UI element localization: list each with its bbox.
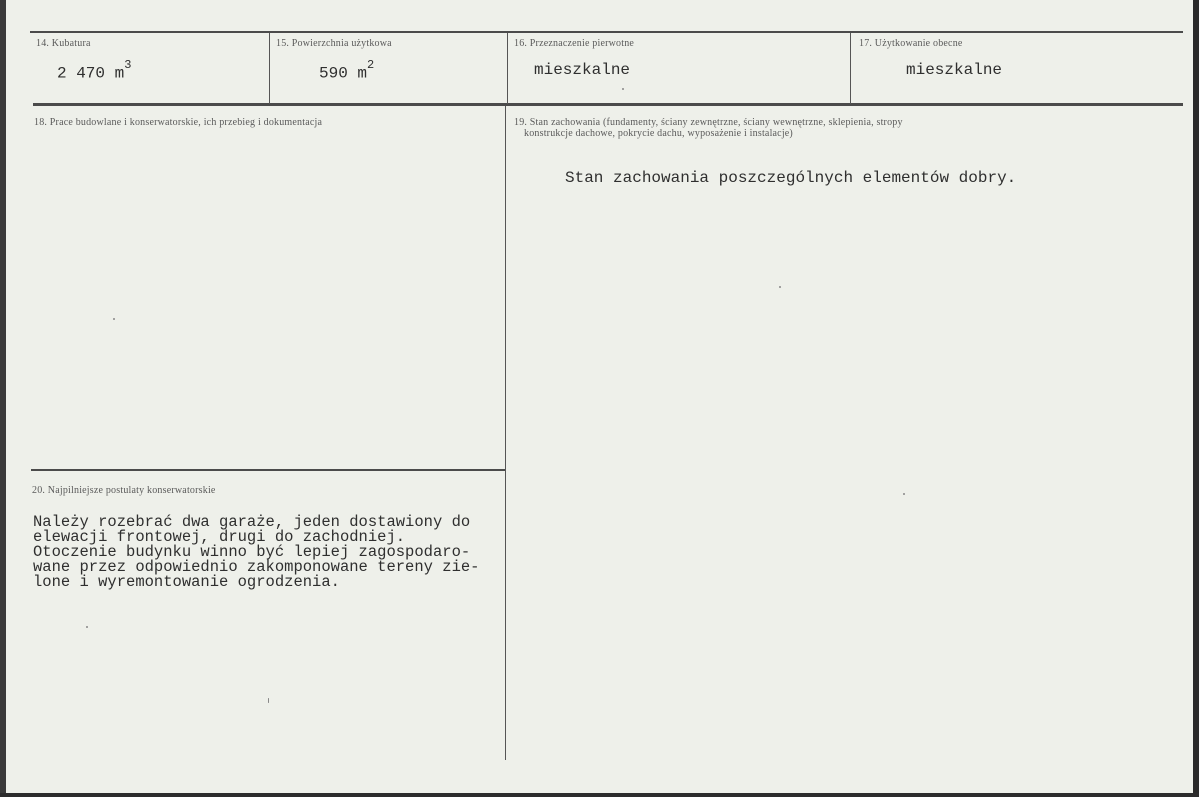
field-19-value: Stan zachowania poszczególnych elementów dobry. bbox=[565, 169, 1017, 187]
field-16-label: 16. Przeznaczenie pierwotne bbox=[514, 38, 635, 49]
field-17-label: 17. Użytkowanie obecne bbox=[859, 38, 963, 49]
scan-edge-left bbox=[0, 0, 6, 797]
scan-speck bbox=[113, 318, 115, 320]
divider-main bbox=[505, 106, 506, 760]
field-19-label-line1: 19. Stan zachowania (fundamenty, ściany zewnętrzne, ściany wewnętrzne, sklepienia, stropy bbox=[514, 117, 903, 128]
field-15-unit-sup: 2 bbox=[367, 58, 375, 72]
top-rule bbox=[30, 31, 1183, 33]
section-18-20-rule bbox=[31, 469, 505, 471]
scan-speck bbox=[903, 493, 905, 495]
field-16-value: mieszkalne bbox=[534, 61, 631, 79]
scan-speck bbox=[268, 698, 269, 703]
scan-edge-bottom bbox=[0, 793, 1199, 797]
field-19-label-line2: konstrukcje dachowe, pokrycie dachu, wyposażenie i instalacje) bbox=[524, 128, 793, 139]
scan-speck bbox=[779, 286, 781, 288]
divider-14-15 bbox=[269, 33, 270, 104]
field-20-label: 20. Najpilniejsze postulaty konserwatorskie bbox=[32, 485, 216, 496]
scan-speck bbox=[86, 626, 88, 628]
field-17-value: mieszkalne bbox=[906, 61, 1003, 79]
field-14-label: 14. Kubatura bbox=[36, 38, 91, 49]
divider-16-17 bbox=[850, 33, 851, 104]
field-15-label: 15. Powierzchnia użytkowa bbox=[276, 38, 392, 49]
field-14-value bbox=[57, 58, 132, 83]
divider-15-16 bbox=[507, 33, 508, 104]
field-20-value: Należy rozebrać dwa garaże, jeden dostawiony do elewacji frontowej, drugi do zachodniej. Otoczenie budynku winno być lepiej zagospodaro- wane przez odpowiednio zakomponowane tereny zie- lone i wyremontowanie ogrodzenia. bbox=[33, 513, 480, 591]
field-18-label: 18. Prace budowlane i konserwatorskie, ich przebieg i dokumentacja bbox=[34, 117, 323, 128]
row1-bottom-rule bbox=[33, 103, 1183, 106]
scan-speck bbox=[622, 88, 624, 90]
field-14-unit-sup: 3 bbox=[124, 58, 132, 72]
field-14-number: 2 470 m bbox=[57, 64, 125, 83]
field-15-value bbox=[319, 58, 375, 83]
scan-edge-right bbox=[1193, 0, 1199, 797]
field-15-number: 590 m bbox=[319, 64, 368, 83]
